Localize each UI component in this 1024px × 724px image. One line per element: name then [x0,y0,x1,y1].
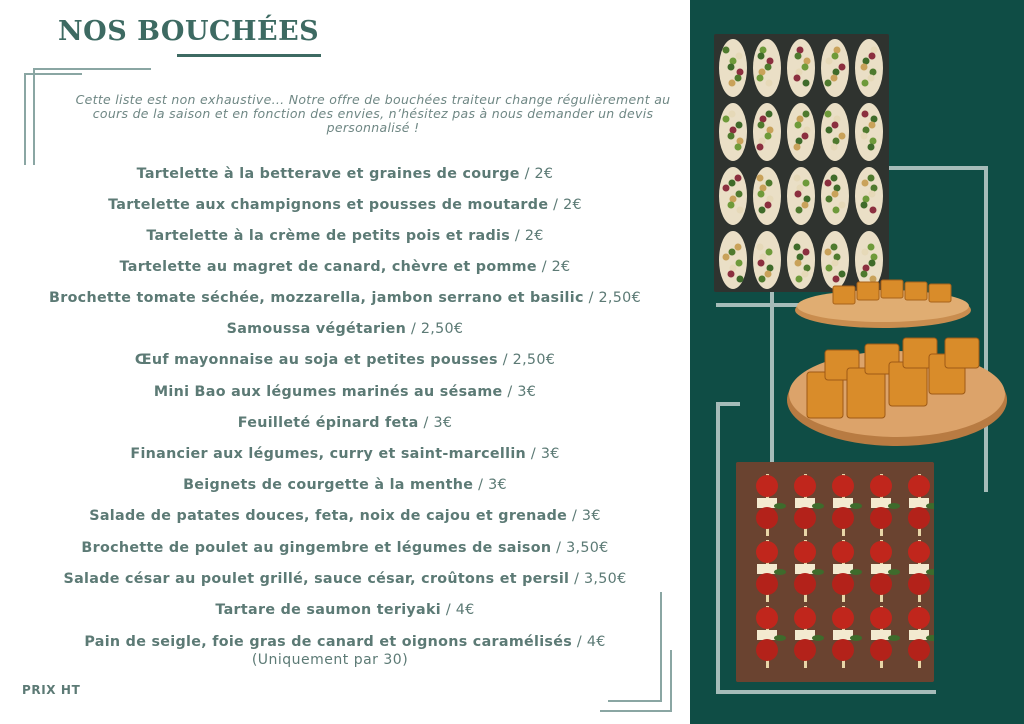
item-name: Œuf mayonnaise au soja et petites pousses [134,352,498,368]
salad-garnish [863,196,870,203]
salad-garnish [736,260,743,267]
menu-item [0,446,690,462]
salad-garnish [796,69,803,76]
salad-garnish [802,64,809,71]
tomato [756,475,778,497]
item-price: / 3€ [526,446,560,462]
financiers-photo [785,270,1010,455]
mozzarella [909,498,929,508]
salad-garnish [869,191,876,198]
salad-garnish [802,133,809,140]
item-price: / 3,50€ [569,571,627,587]
basil-leaf [812,635,824,641]
salad-garnish [804,127,811,134]
salad-garnish [729,111,736,118]
item-name: Tartare de saumon teriyaki [215,602,441,618]
salad-garnish [831,175,838,182]
tomato [870,607,892,629]
menu-item [0,477,690,493]
salad-garnish [870,207,877,214]
salad-boat [855,39,883,97]
basil-leaf [774,503,786,509]
tomato [832,573,854,595]
salad-garnish [825,111,832,118]
salad-garnish [861,202,868,209]
menu-item [0,634,690,650]
salad-garnish [795,53,802,60]
item-price: / 2€ [536,259,571,275]
mozzarella [833,630,853,640]
salad-garnish [723,185,730,192]
menu-item [0,352,690,368]
decorative-line [716,690,936,694]
item-name: Beignets de courgette à la menthe [183,477,474,493]
salad-garnish [757,144,764,151]
basil-leaf [774,635,786,641]
salad-garnish [730,196,737,203]
salad-garnish [834,185,841,192]
basil-leaf [850,503,862,509]
salad-garnish [797,254,804,261]
salad-garnish [834,47,841,54]
salad-garnish [871,254,878,261]
mozzarella [871,630,891,640]
salad-boats-photo [714,34,889,292]
mozzarella [757,564,777,574]
salad-garnish [863,127,870,134]
salad-garnish [767,265,774,272]
salad-garnish [832,191,839,198]
tomato [756,607,778,629]
mozzarella [833,564,853,574]
salad-garnish [803,180,810,187]
tomato [832,475,854,497]
salad-garnish [765,271,772,278]
basil-leaf [888,503,900,509]
salad-garnish [797,116,804,123]
salad-garnish [826,127,833,134]
salad-garnish [871,185,878,192]
salad-garnish [757,244,764,251]
menu-item [0,571,690,587]
tomato [870,573,892,595]
salad-boat [787,103,815,161]
salad-garnish [737,276,744,283]
salad-garnish [797,185,804,192]
menu-item [0,384,690,400]
mozzarella [757,498,777,508]
salad-boat [787,167,815,225]
salad-boats-image [714,34,889,292]
salad-garnish [765,133,772,140]
tomato [756,507,778,529]
salad-garnish [862,180,869,187]
salad-garnish [839,64,846,71]
salad-garnish [765,64,772,71]
salad-garnish [757,75,764,82]
salad-garnish [794,175,801,182]
salad-garnish [736,122,743,129]
salad-garnish [833,207,840,214]
salad-garnish [832,260,839,267]
basil-leaf [774,569,786,575]
salad-garnish [767,58,774,65]
salad-garnish [869,122,876,129]
salad-garnish [868,175,875,182]
item-name: Brochette tomate séchée, mozzarella, jambon serrano et basilic [49,290,584,306]
menu-item [0,290,690,306]
salad-garnish [871,47,878,54]
item-name: Salade de patates douces, feta, noix de cajou et grenade [89,508,568,524]
salad-garnish [869,260,876,267]
salad-garnish [758,53,765,60]
salad-garnish [728,271,735,278]
menu-item [0,508,690,524]
salad-boat [821,103,849,161]
salad-garnish [723,47,730,54]
item-price: / 3€ [567,508,601,524]
salad-garnish [767,196,774,203]
salad-garnish [833,69,840,76]
salad-garnish [870,69,877,76]
item-price: / 2,50€ [406,321,464,337]
tomato [908,475,930,497]
salad-garnish [870,138,877,145]
item-name: Tartelette à la betterave et graines de courge [136,166,520,182]
tomato [908,607,930,629]
salad-garnish [765,202,772,209]
salad-garnish [797,47,804,54]
salad-garnish [832,53,839,60]
salad-garnish [868,75,875,82]
tomato [756,639,778,661]
salad-garnish [832,122,839,129]
salad-garnish [804,196,811,203]
item-name: Samoussa végétarien [226,321,407,337]
salad-garnish [826,196,833,203]
salad-garnish [735,144,742,151]
basil-leaf [812,503,824,509]
item-name: Mini Bao aux légumes marinés au sésame [153,384,503,400]
tomato [908,507,930,529]
skewers-image [736,462,934,682]
item-price: / 3,50€ [551,540,609,556]
decorative-line [716,402,720,692]
basil-leaf [850,569,862,575]
salad-boat [753,231,781,289]
basil-leaf [850,635,862,641]
salad-garnish [760,47,767,54]
salad-garnish [758,191,765,198]
salad-garnish [735,244,742,251]
item-name: Financier aux légumes, curry et saint-marcellin [130,446,527,462]
menu-item [0,540,690,556]
salad-garnish [831,75,838,82]
salad-garnish [760,254,767,261]
salad-garnish [730,265,737,272]
salad-garnish [766,111,773,118]
salad-garnish [861,133,868,140]
salad-garnish [862,111,869,118]
tomato [832,607,854,629]
salad-garnish [868,244,875,251]
salad-garnish [833,138,840,145]
item-name: Tartelette aux champignons et pousses de moutarde [108,197,549,213]
title-underline [177,54,321,57]
tomato [832,541,854,563]
decorative-line [716,402,740,406]
salad-garnish [825,249,832,256]
salad-garnish [861,64,868,71]
basil-leaf [888,635,900,641]
salad-garnish [736,53,743,60]
tomato [756,541,778,563]
salad-garnish [723,254,730,261]
menu-item [0,197,690,213]
item-price: / 2,50€ [583,290,641,306]
decorative-frame [600,650,672,712]
tomato [794,475,816,497]
salad-garnish [831,144,838,151]
salad-garnish [723,116,730,123]
tomato [794,507,816,529]
salad-garnish [759,207,766,214]
mozzarella [909,564,929,574]
salad-garnish [766,180,773,187]
salad-garnish [862,80,869,87]
item-price: / 3€ [418,415,453,431]
item-price: / 3€ [473,477,507,493]
salad-garnish [760,185,767,192]
salad-garnish [766,249,773,256]
salad-garnish [735,175,742,182]
salad-garnish [758,122,765,129]
tomato [832,507,854,529]
salad-boat [855,103,883,161]
mozzarella [795,630,815,640]
salad-garnish [868,144,875,151]
mozzarella [871,564,891,574]
salad-garnish [757,175,764,182]
salad-garnish [728,133,735,140]
item-price: / 4€ [572,634,606,650]
salad-garnish [804,58,811,65]
salad-garnish [794,144,801,151]
salad-garnish [863,58,870,65]
salad-garnish [869,53,876,60]
item-price: / 4€ [440,602,475,618]
salad-garnish [826,58,833,65]
salad-garnish [759,138,766,145]
tomato [794,573,816,595]
mozzarella [795,498,815,508]
salad-boat [753,167,781,225]
item-name: Tartelette à la crème de petits pois et radis [146,228,511,244]
item-name: Salade césar au poulet grillé, sauce césar, croûtons et persil [63,571,570,587]
salad-garnish [803,249,810,256]
mozzarella [909,630,929,640]
salad-garnish [839,202,846,209]
salad-garnish [766,80,773,87]
item-price: / 2€ [519,166,554,182]
page-title: NOS BOUCHÉES [58,16,320,47]
tomato [908,541,930,563]
tomato [870,507,892,529]
intro-text: Cette liste est non exhaustive... Notre offre de bouchées traiteur change régulièrement au cours de la saison et en fonction des envies, n’hésitez pas à nous demander un devis personnalisé ! [75,92,671,135]
salad-garnish [759,69,766,76]
tomato [908,573,930,595]
salad-garnish [736,191,743,198]
tomato [870,475,892,497]
item-price: / 3€ [502,384,537,400]
salad-garnish [730,127,737,134]
mozzarella [871,498,891,508]
salad-garnish [760,116,767,123]
tomato [908,639,930,661]
skewers-photo [736,462,934,682]
salad-garnish [871,116,878,123]
item-name: Pain de seigle, foie gras de canard et oignons caramélisés [84,634,573,650]
salad-garnish [795,260,802,267]
tomato [870,541,892,563]
salad-garnish [729,180,736,187]
salad-garnish [794,244,801,251]
menu-item [0,602,690,618]
tomato [794,541,816,563]
price-note: PRIX HT [22,683,81,697]
mozzarella [833,498,853,508]
tomato [832,639,854,661]
item-name: Tartelette au magret de canard, chèvre et pomme [119,259,537,275]
salad-garnish [834,254,841,261]
menu-item [0,166,690,182]
salad-garnish [735,75,742,82]
salad-garnish [759,276,766,283]
item-price: / 2€ [548,197,582,213]
item-price: / 2€ [510,228,544,244]
salad-garnish [803,80,810,87]
salad-garnish [729,249,736,256]
item-name: Brochette de poulet au gingembre et légumes de saison [81,540,552,556]
salad-garnish [737,207,744,214]
salad-garnish [825,80,832,87]
salad-garnish [728,64,735,71]
menu-item [0,228,690,244]
tomato [794,607,816,629]
item-name: Feuilleté épinard feta [237,415,419,431]
salad-garnish [758,260,765,267]
salad-garnish [831,244,838,251]
salad-garnish [729,80,736,87]
tomato [870,639,892,661]
salad-garnish [737,69,744,76]
salad-garnish [825,180,832,187]
menu-item [0,259,690,275]
decorative-line [770,292,774,462]
quantity-note: (Uniquement par 30) [251,652,409,668]
basil-leaf [812,569,824,575]
salad-garnish [795,191,802,198]
salad-garnish [839,133,846,140]
salad-garnish [767,127,774,134]
salad-garnish [834,116,841,123]
salad-garnish [862,249,869,256]
salad-garnish [794,75,801,82]
salad-garnish [803,111,810,118]
salad-garnish [728,202,735,209]
salad-garnish [796,138,803,145]
salad-garnish [796,207,803,214]
salad-garnish [802,202,809,209]
menu-item [0,321,690,337]
tomato [794,639,816,661]
tomato [756,573,778,595]
basil-leaf [888,569,900,575]
item-price: / 2,50€ [497,352,556,368]
salad-garnish [730,58,737,65]
mozzarella [795,564,815,574]
salad-garnish [737,138,744,145]
mozzarella [757,630,777,640]
menu-item [0,415,690,431]
salad-garnish [795,122,802,129]
